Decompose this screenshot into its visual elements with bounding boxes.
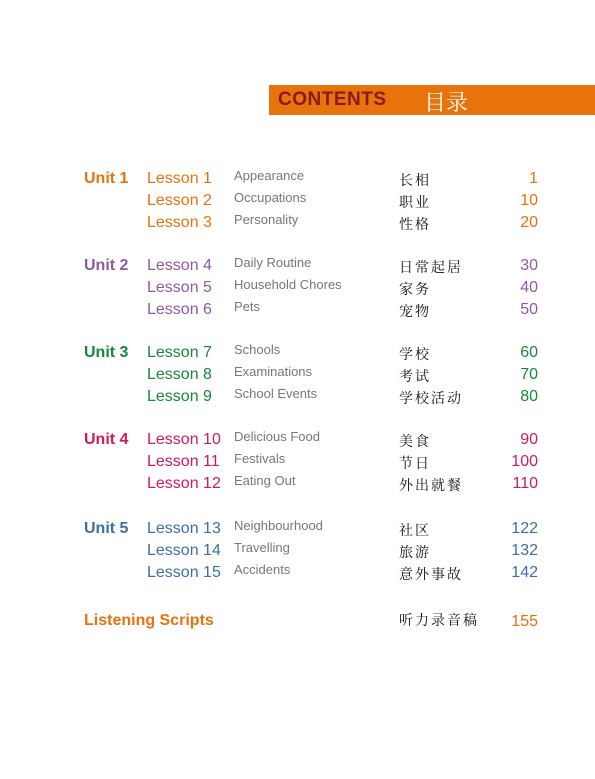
- lesson-topic-zh: 职业: [399, 195, 431, 211]
- lesson-topic: Accidents: [234, 562, 291, 577]
- page-number: 142: [511, 564, 538, 581]
- listening-scripts-label: Listening Scripts: [84, 612, 214, 629]
- lesson-topic-zh: 美食: [399, 434, 431, 450]
- listening-scripts-entry[interactable]: [0, 612, 595, 634]
- lesson-topic-zh: 家务: [399, 282, 431, 298]
- toc-entry[interactable]: [0, 475, 595, 497]
- unit-label: Unit 1: [84, 170, 129, 187]
- lesson-label: Lesson 5: [147, 279, 212, 296]
- lesson-topic-zh: 外出就餐: [399, 478, 463, 494]
- lesson-topic: Pets: [234, 299, 261, 314]
- lesson-label: Lesson 1: [147, 170, 212, 187]
- page-number: 100: [511, 453, 538, 470]
- contents-banner: [269, 85, 595, 115]
- toc-entry[interactable]: [0, 542, 595, 564]
- lesson-topic-zh: 日常起居: [399, 260, 463, 276]
- page-number: 10: [520, 192, 538, 209]
- toc-entry[interactable]: [0, 344, 595, 366]
- listening-scripts-zh: 听力录音稿: [399, 613, 479, 629]
- toc-entry[interactable]: [0, 257, 595, 279]
- lesson-topic: Appearance: [234, 168, 305, 183]
- lesson-topic-zh: 节日: [399, 456, 431, 472]
- lesson-topic-zh: 意外事故: [399, 567, 463, 583]
- lesson-topic: Personality: [234, 212, 299, 227]
- unit-label: Unit 2: [84, 257, 129, 274]
- lesson-topic-zh: 学校活动: [399, 391, 463, 407]
- lesson-topic-zh: 性格: [399, 217, 431, 233]
- page-number: 1: [529, 170, 538, 187]
- lesson-label: Lesson 12: [147, 475, 221, 492]
- lesson-label: Lesson 4: [147, 257, 212, 274]
- toc-entry[interactable]: [0, 214, 595, 236]
- lesson-label: Lesson 7: [147, 344, 212, 361]
- lesson-label: Lesson 6: [147, 301, 212, 318]
- lesson-topic: Travelling: [234, 540, 290, 555]
- lesson-topic-zh: 宠物: [399, 304, 431, 320]
- lesson-topic-zh: 社区: [399, 523, 431, 539]
- page-number: 110: [512, 475, 538, 492]
- page-number: 132: [511, 542, 538, 559]
- toc-entry[interactable]: [0, 366, 595, 388]
- lesson-label: Lesson 9: [147, 388, 212, 405]
- page-number: 90: [520, 431, 538, 448]
- lesson-topic: Delicious Food: [234, 429, 320, 444]
- toc-entry[interactable]: [0, 431, 595, 453]
- lesson-topic: Examinations: [234, 364, 313, 379]
- toc-entry[interactable]: [0, 520, 595, 542]
- toc-entry[interactable]: [0, 453, 595, 475]
- lesson-label: Lesson 3: [147, 214, 212, 231]
- lesson-topic: Festivals: [234, 451, 286, 466]
- unit-label: Unit 5: [84, 520, 129, 537]
- lesson-topic-zh: 考试: [399, 369, 431, 385]
- lesson-topic: Eating Out: [234, 473, 296, 488]
- lesson-topic-zh: 长相: [399, 173, 431, 189]
- lesson-topic: Household Chores: [234, 277, 342, 292]
- lesson-topic: Occupations: [234, 190, 307, 205]
- page-number: 40: [520, 279, 538, 296]
- lesson-topic-zh: 学校: [399, 347, 431, 363]
- unit-label: Unit 3: [84, 344, 129, 361]
- lesson-topic-zh: 旅游: [399, 545, 431, 561]
- page-number: 20: [520, 214, 538, 231]
- contents-title: CONTENTS: [278, 89, 387, 110]
- lesson-label: Lesson 14: [147, 542, 221, 559]
- lesson-label: Lesson 10: [147, 431, 221, 448]
- lesson-label: Lesson 11: [147, 453, 220, 470]
- lesson-label: Lesson 15: [147, 564, 221, 581]
- lesson-topic: Schools: [234, 342, 281, 357]
- toc-entry[interactable]: [0, 564, 595, 586]
- lesson-label: Lesson 8: [147, 366, 212, 383]
- page-number: 50: [520, 301, 538, 318]
- lesson-topic: Neighbourhood: [234, 518, 323, 533]
- lesson-topic: School Events: [234, 386, 318, 401]
- page-number: 122: [511, 520, 538, 537]
- toc-entry[interactable]: [0, 279, 595, 301]
- page-number: 60: [520, 344, 538, 361]
- listening-scripts-page: 155: [511, 613, 538, 630]
- lesson-label: Lesson 13: [147, 520, 221, 537]
- toc-entry[interactable]: [0, 170, 595, 192]
- page-number: 70: [520, 366, 538, 383]
- page-number: 30: [520, 257, 538, 274]
- lesson-topic: Daily Routine: [234, 255, 312, 270]
- contents-title-zh: 目录: [424, 91, 469, 116]
- page-number: 80: [520, 388, 538, 405]
- unit-label: Unit 4: [84, 431, 129, 448]
- lesson-label: Lesson 2: [147, 192, 212, 209]
- toc-entry[interactable]: [0, 301, 595, 323]
- toc-entry[interactable]: [0, 388, 595, 410]
- toc-entry[interactable]: [0, 192, 595, 214]
